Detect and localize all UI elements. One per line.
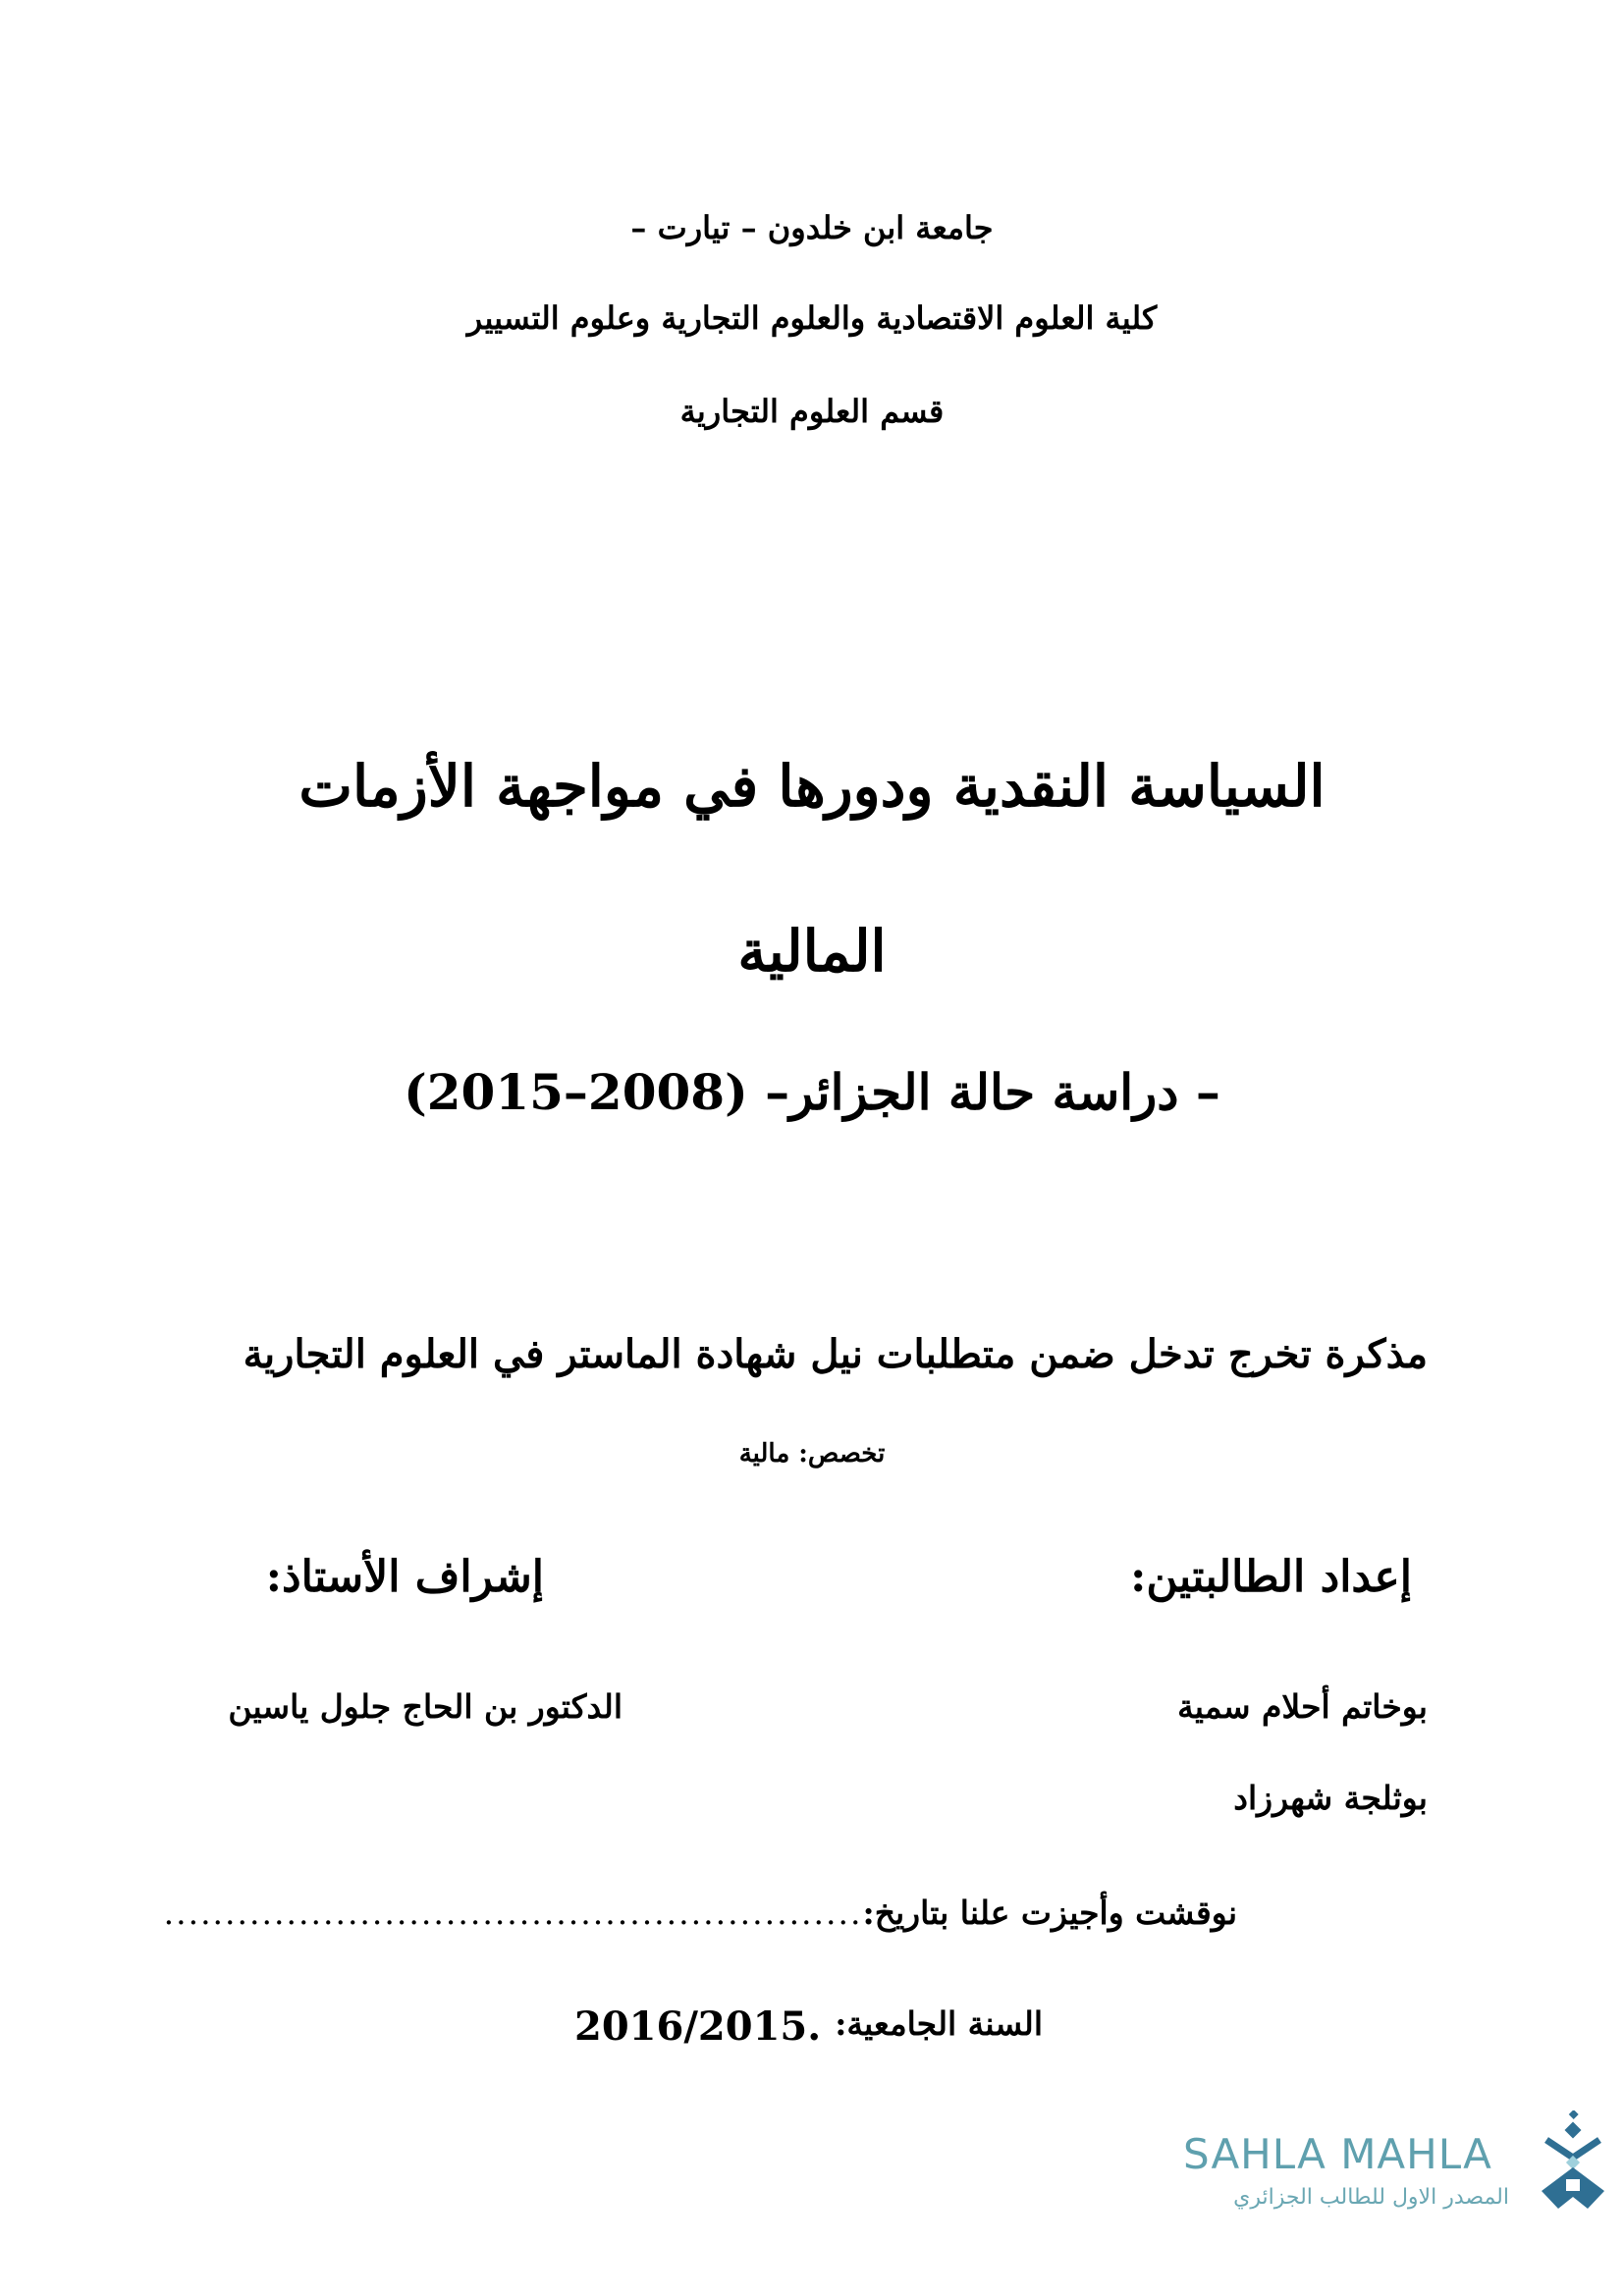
academic-year-label: السنة الجامعية:	[835, 2004, 1043, 2043]
defense-label: نوقشت وأجيزت علنا بتاريخ:	[862, 1894, 1237, 1932]
university-name: جامعة ابن خلدون – تيارت –	[630, 209, 994, 246]
student-name: بوثلجة شهرزاد	[1233, 1779, 1428, 1817]
logo-tagline: المصدر الاول للطالب الجزائري	[1233, 2185, 1509, 2210]
supervisor-label: إشراف الأستاذ:	[265, 1552, 544, 1602]
sahla-mahla-logo	[1173, 2110, 1615, 2238]
specialty: تخصص: مالية	[738, 1439, 886, 1468]
academic-year	[573, 2003, 1043, 2050]
student-name: بوخاتم أحلام سمية	[1177, 1687, 1428, 1726]
students-label: إعداد الطالبتين:	[1130, 1552, 1412, 1602]
thesis-title-line2: المالية	[737, 918, 887, 985]
thesis-title-line1: السياسة النقدية ودورها في مواجهة الأزمات	[298, 753, 1326, 820]
defense-date-dots: .........................................................	[163, 1894, 863, 1932]
supervisor-name: الدكتور بن الحاج جلول ياسين	[228, 1687, 623, 1726]
defense-line	[163, 1894, 1237, 1932]
logo-emblem-icon	[1537, 2110, 1615, 2218]
academic-year-value: 2016/2015.	[573, 2003, 822, 2050]
logo-name: SAHLA MAHLA	[1183, 2130, 1492, 2178]
faculty-name: كلية العلوم الاقتصادية والعلوم التجارية وعلوم التسيير	[466, 299, 1158, 337]
thesis-subtitle: – دراسة حالة الجزائر– (2008–2015)	[404, 1063, 1220, 1121]
department-name: قسم العلوم التجارية	[679, 393, 945, 430]
memo-description: مذكرة تخرج تدخل ضمن متطلبات نيل شهادة الماستر في العلوم التجارية	[243, 1331, 1428, 1377]
